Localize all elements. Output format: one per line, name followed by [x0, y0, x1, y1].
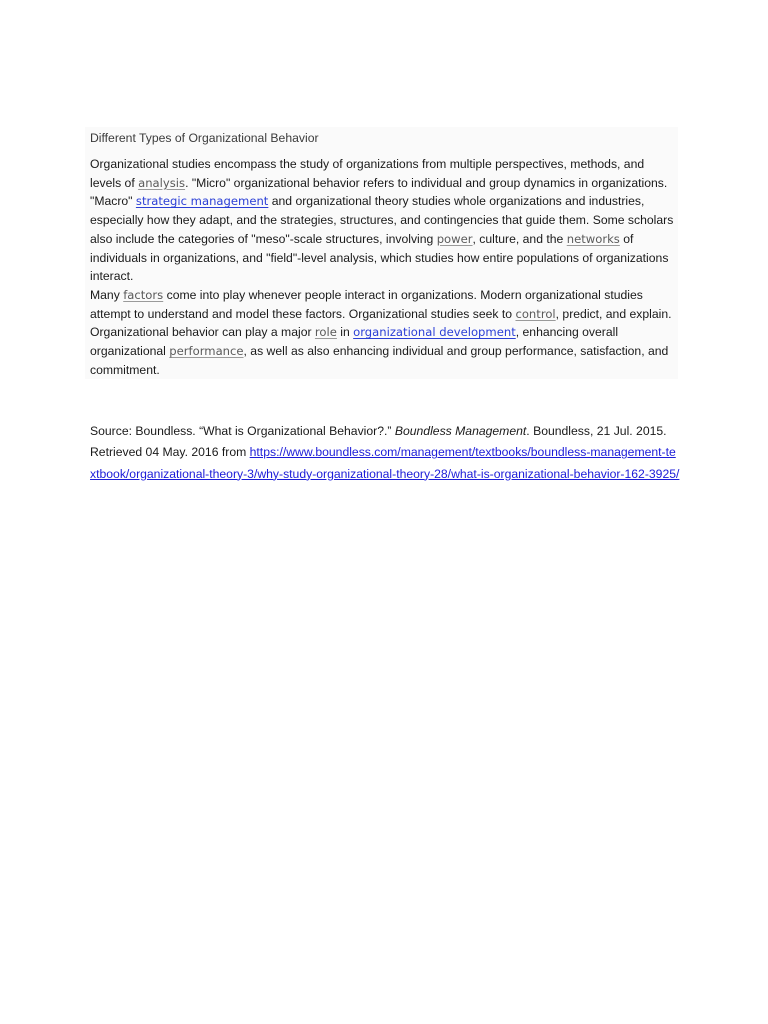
section-title: Different Types of Organizational Behavior [90, 131, 319, 145]
text-segment: in [336, 325, 354, 340]
paragraph-2 [90, 286, 678, 380]
link-organizational-development[interactable]: organizational development [353, 325, 516, 340]
source-url-link[interactable]: https://www.boundless.com/management/textbooks/boundless-management-textbook/organizational-theory-3/why-study-organizational-theory-28/what-is-organizational-behavior-162-3925/ [90, 445, 680, 481]
text-segment: , as well as also enhancing individual and group performance, satisfaction, and commitment. [90, 344, 669, 377]
term-factors[interactable]: factors [123, 287, 164, 302]
text-segment: and organizational theory studies whole organizations and industries, especially how they adapt, and the strategies, structures, and contingencies that guide them. Some scholars also include the categories of "meso"-scale structures, involving [90, 194, 674, 246]
citation-publication: Boundless Management [394, 424, 527, 438]
content-box [85, 127, 678, 379]
citation-middle: . Boundless, 21 Jul. 2015. Retrieved 04 May. 2016 from [90, 424, 667, 460]
term-performance[interactable]: performance [169, 344, 244, 359]
text-segment: . "Micro" organizational behavior refers to individual and group dynamics in organizations. "Macro" [90, 175, 668, 209]
term-networks[interactable]: networks [566, 231, 620, 246]
term-analysis[interactable]: analysis [138, 175, 186, 190]
text-segment: of individuals in organizations, and "field"-level analysis, which studies how entire populations of organizations interact. [90, 231, 669, 284]
source-citation [90, 421, 680, 485]
text-segment: Organizational studies encompass the study of organizations from multiple perspectives, methods, and levels of [90, 157, 645, 190]
paragraph-1 [90, 155, 678, 286]
text-segment: Many [90, 287, 124, 302]
term-control[interactable]: control [515, 306, 556, 321]
text-segment: come into play whenever people interact in organizations. Modern organizational studies attempt to understand and model these factors. Organizational studies seek to [90, 287, 643, 321]
link-strategic-management[interactable]: strategic management [135, 194, 269, 209]
text-segment: , enhancing overall organizational [90, 325, 619, 359]
text-segment: , culture, and the [472, 231, 567, 246]
citation-prefix: Source: Boundless. “What is Organizational Behavior?.” [90, 424, 395, 438]
term-role[interactable]: role [314, 325, 337, 340]
text-segment: , predict, and explain. Organizational behavior can play a major [90, 306, 672, 340]
term-power[interactable]: power [436, 231, 473, 246]
